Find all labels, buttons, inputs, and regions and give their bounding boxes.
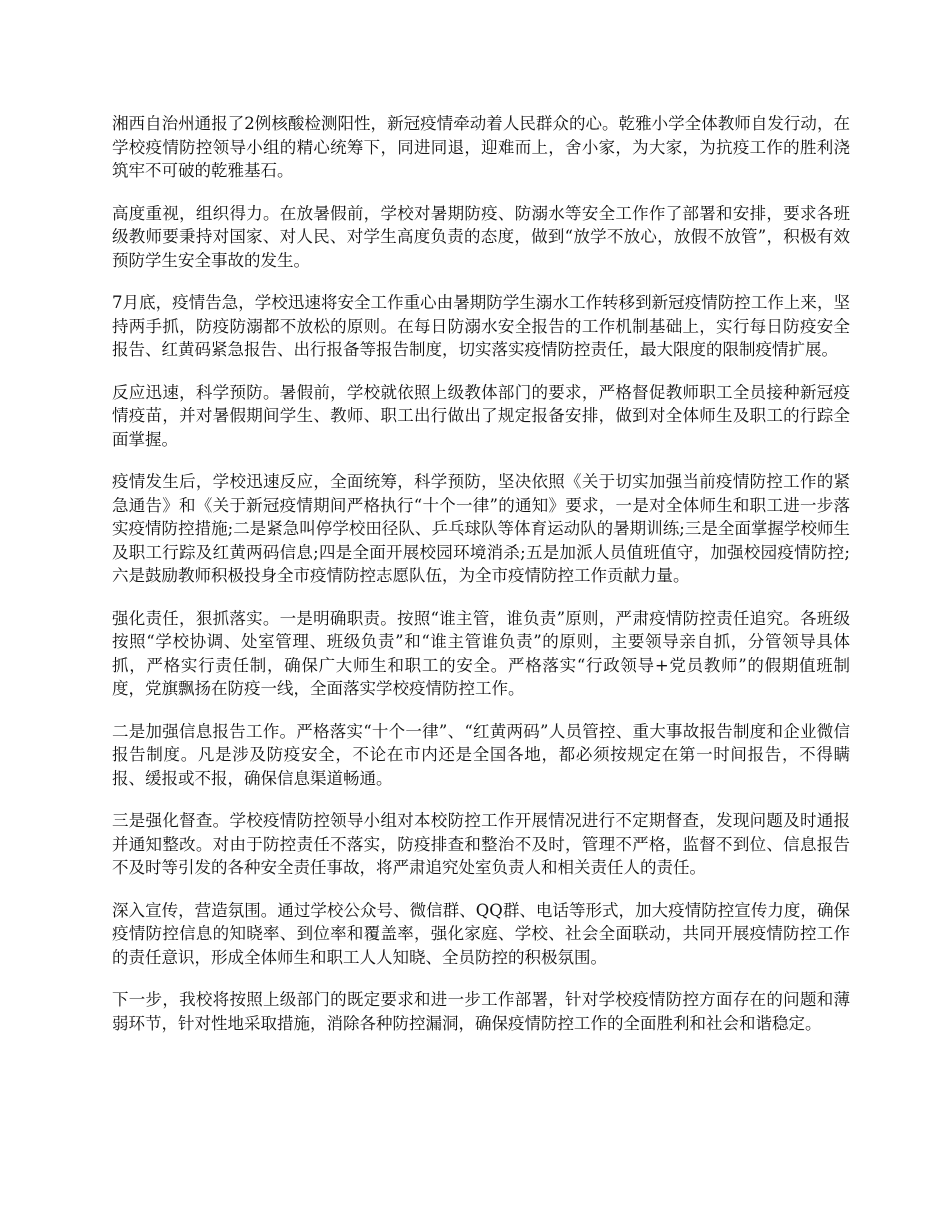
paragraph-7: 二是加强信息报告工作。严格落实“十个一律”、“红黄两码”人员管控、重大事故报告制度和企业微信报告制度。凡是涉及防疫安全，不论在市内还是全国各地，都必须按规定在第一时间报告，不得瞒报、缓报或不报，确保信息渠道畅通。 bbox=[112, 721, 850, 788]
paragraph-5: 疫情发生后，学校迅速反应，全面统筹，科学预防，坚决依照《关于切实加强当前疫情防控工作的紧急通告》和《关于新冠疫情期间严格执行“十个一律”的通知》要求，一是对全体师生和职工进一步落实疫情防控措施;二是紧急叫停学校田径队、乒乓球队等体育运动队的暑期训练;三是全面掌握学校师生及职工行踪及红黄两码信息;四是全面开展校园环境消杀;五是加派人员值班值守，加强校园疫情防控;六是鼓励教师积极投身全市疫情防控志愿队伍，为全市疫情防控工作贡献力量。 bbox=[112, 472, 850, 585]
paragraph-8: 三是强化督查。学校疫情防控领导小组对本校防控工作开展情况进行不定期督查，发现问题及时通报并通知整改。对由于防控责任不落实，防疫排查和整治不及时，管理不严格，监督不到位、信息报告不及时等引发的各种安全责任事故，将严肃追究处室负责人和相关责任人的责任。 bbox=[112, 811, 850, 877]
paragraph-10: 下一步，我校将按照上级部门的既定要求和进一步工作部署，针对学校疫情防控方面存在的问题和薄弱环节，针对性地采取措施，消除各种防控漏洞，确保疫情防控工作的全面胜利和社会和谐稳定。 bbox=[112, 990, 850, 1033]
paragraph-3: 7月底，疫情告急，学校迅速将安全工作重心由暑期防学生溺水工作转移到新冠疫情防控工作上来，坚持两手抓，防疫防溺都不放松的原则。在每日防溺水安全报告的工作机制基础上，实行每日防疫安全报告、红黄码紧急报告、出行报备等报告制度，切实落实疫情防控责任，最大限度的限制疫情扩展。 bbox=[112, 293, 850, 359]
paragraph-2: 高度重视，组织得力。在放暑假前，学校对暑期防疫、防溺水等安全工作作了部署和安排，要求各班级教师要秉持对国家、对人民、对学生高度负责的态度，做到“放学不放心，放假不放管”，积极有效预防学生安全事故的发生。 bbox=[112, 203, 850, 270]
paragraph-1: 湘西自治州通报了2例核酸检测阳性，新冠疫情牵动着人民群众的心。乾雅小学全体教师自发行动，在学校疫情防控领导小组的精心统筹下，同进同退，迎难而上，舍小家，为大家，为抗疫工作的胜利浇筑牢不可破的乾雅基石。 bbox=[112, 114, 850, 180]
paragraph-4: 反应迅速，科学预防。暑假前，学校就依照上级教体部门的要求，严格督促教师职工全员接种新冠疫情疫苗，并对暑假期间学生、教师、职工出行做出了规定报备安排，做到对全体师生及职工的行踪全面掌握。 bbox=[112, 382, 850, 449]
paragraph-6: 强化责任，狠抓落实。一是明确职责。按照“谁主管，谁负责”原则，严肃疫情防控责任追究。各班级按照“学校协调、处室管理、班级负责”和“谁主管谁负责”的原则，主要领导亲自抓，分管领导具体抓，严格实行责任制，确保广大师生和职工的安全。严格落实“行政领导+党员教师”的假期值班制度，党旗飘扬在防疫一线，全面落实学校疫情防控工作。 bbox=[112, 608, 850, 698]
document-body bbox=[112, 112, 850, 1054]
paragraph-9: 深入宣传，营造氛围。通过学校公众号、微信群、QQ群、电话等形式，加大疫情防控宣传力度，确保疫情防控信息的知晓率、到位率和覆盖率，强化家庭、学校、社会全面联动，共同开展疫情防控工作的责任意识，形成全体师生和职工人人知晓、全员防控的积极氛围。 bbox=[112, 900, 850, 967]
